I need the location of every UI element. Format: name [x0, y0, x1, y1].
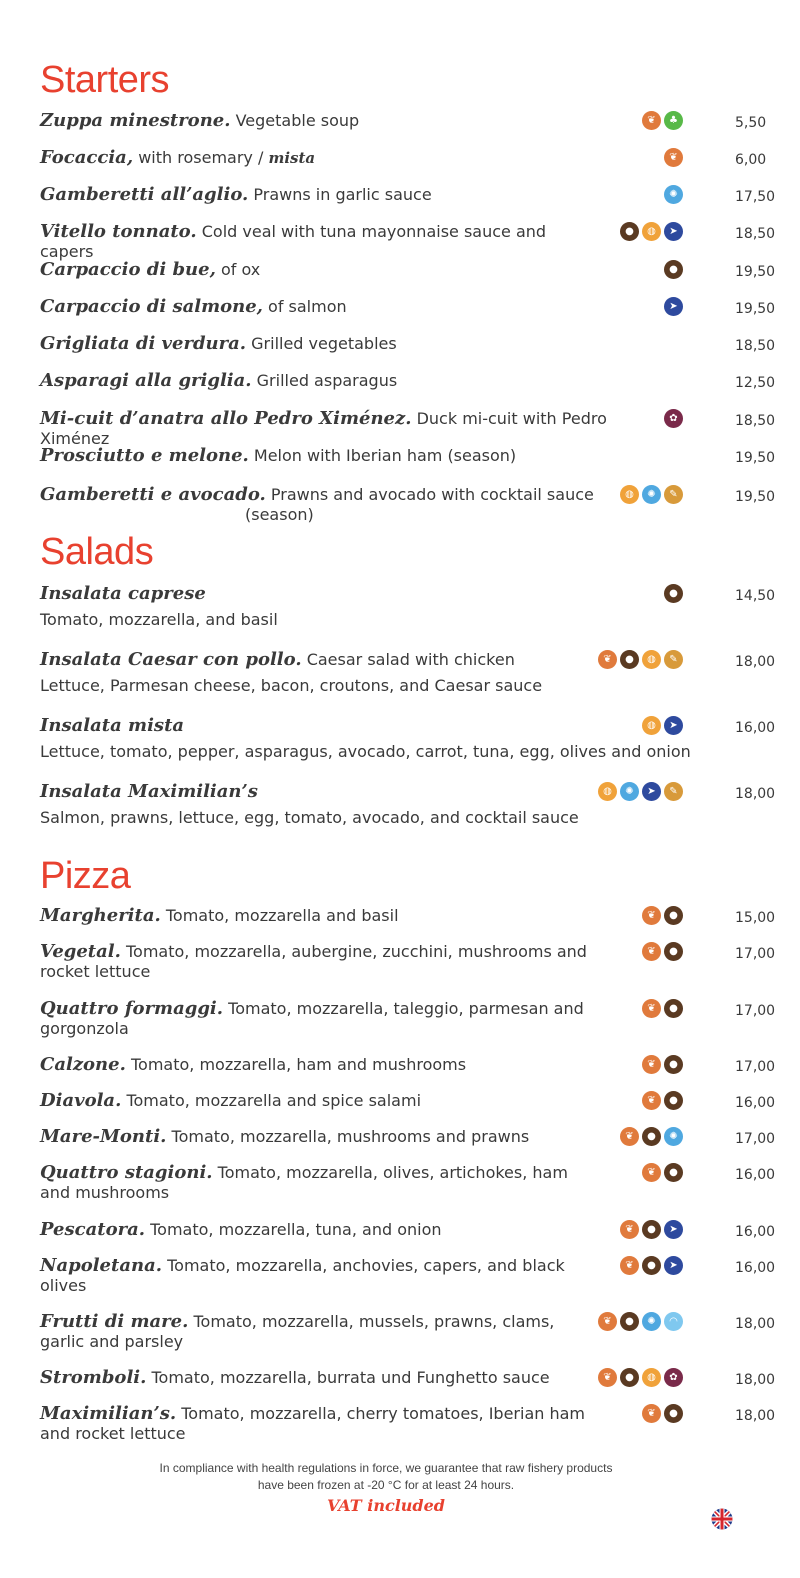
- item-name: Grigliata di verdura.: [40, 333, 247, 354]
- crustaceans-allergen-icon: ✺: [620, 782, 639, 801]
- allergen-icons: [642, 999, 683, 1018]
- gluten-allergen-icon: ❦: [642, 906, 661, 925]
- lactose-allergen-icon: ●: [664, 260, 683, 279]
- item-price: 18,00: [735, 1408, 776, 1424]
- item-name: Zuppa minestrone.: [40, 110, 231, 131]
- menu-item: [40, 1126, 776, 1147]
- allergen-icons: [642, 942, 683, 961]
- mustard-allergen-icon: ✎: [664, 650, 683, 669]
- section-title-pizza: Pizza: [40, 855, 131, 897]
- item-price: 18,50: [735, 338, 776, 354]
- allergen-icons: [642, 111, 683, 130]
- item-description: Tomato, mozzarella, aubergine, zucchini, mushrooms and rocket lettuce: [40, 942, 587, 981]
- allergen-icons: [598, 1312, 683, 1331]
- egg-allergen-icon: ◍: [642, 650, 661, 669]
- allergen-icons: [598, 782, 683, 801]
- lactose-allergen-icon: ●: [642, 1256, 661, 1275]
- mustard-allergen-icon: ✎: [664, 485, 683, 504]
- menu-item: [40, 221, 776, 262]
- allergen-icons: [620, 1256, 683, 1275]
- item-line: [40, 334, 600, 354]
- item-name: Insalata Caesar con pollo.: [40, 649, 302, 670]
- menu-item: [40, 147, 767, 168]
- item-description: Prawns in garlic sauce: [253, 185, 432, 204]
- menu-item: [40, 1162, 776, 1203]
- item-description: Caesar salad with chicken: [306, 650, 515, 669]
- lactose-allergen-icon: ●: [620, 1312, 639, 1331]
- allergen-icons: [642, 1055, 683, 1074]
- item-price: 19,50: [735, 450, 776, 466]
- item-description: Tomato, mozzarella, cherry tomatoes, Iberian ham and rocket lettuce: [40, 1404, 585, 1443]
- item-name: Margherita.: [40, 905, 161, 926]
- item-name: Napoletana.: [40, 1255, 162, 1276]
- gluten-allergen-icon: ❦: [598, 1312, 617, 1331]
- item-name: Asparagi alla griglia.: [40, 370, 252, 391]
- gluten-allergen-icon: ❦: [642, 1163, 661, 1182]
- item-price: 16,00: [735, 1260, 776, 1276]
- item-line: [40, 782, 680, 802]
- item-description: of salmon: [268, 297, 347, 316]
- allergen-icons: [620, 222, 683, 241]
- item-line: [40, 1127, 600, 1147]
- fish-allergen-icon: ➤: [664, 297, 683, 316]
- menu-item: [40, 649, 776, 696]
- item-line: [40, 584, 680, 604]
- item-ingredients: Lettuce, tomato, pepper, asparagus, avocado, carrot, tuna, egg, olives and onion: [40, 742, 691, 761]
- item-description: Tomato, mozzarella, taleggio, parmesan and gorgonzola: [40, 999, 584, 1038]
- item-price: 18,50: [735, 413, 776, 429]
- gluten-allergen-icon: ❦: [598, 650, 617, 669]
- item-description: Grilled asparagus: [256, 371, 398, 390]
- allergen-icons: [620, 485, 683, 504]
- crustaceans-allergen-icon: ✺: [642, 1312, 661, 1331]
- menu-item: [40, 1054, 776, 1075]
- fish-allergen-icon: ➤: [664, 1220, 683, 1239]
- lactose-allergen-icon: ●: [620, 1368, 639, 1387]
- item-price: 6,00: [735, 152, 767, 168]
- item-description: Prawns and avocado with cocktail sauce: [270, 485, 594, 504]
- item-name: Focaccia,: [40, 147, 134, 168]
- menu-item: [40, 110, 767, 131]
- item-name: Quattro stagioni.: [40, 1162, 213, 1183]
- item-line: [40, 650, 680, 670]
- item-price: 19,50: [735, 264, 776, 280]
- menu-item: [40, 1255, 776, 1296]
- item-description: of ox: [220, 260, 261, 279]
- crustaceans-allergen-icon: ✺: [642, 485, 661, 504]
- item-ingredients: Tomato, mozzarella, and basil: [40, 610, 278, 629]
- item-price: 18,50: [735, 226, 776, 242]
- item-description: Tomato, mozzarella, ham and mushrooms: [130, 1055, 467, 1074]
- allergen-icons: [664, 409, 683, 428]
- item-price: 15,00: [735, 910, 776, 926]
- item-name: Stromboli.: [40, 1367, 147, 1388]
- item-name: Insalata caprese: [40, 583, 206, 604]
- item-description: Duck mi-cuit with Pedro Ximénez: [40, 409, 607, 448]
- item-name: Carpaccio di salmone,: [40, 296, 263, 317]
- lactose-allergen-icon: ●: [664, 1404, 683, 1423]
- lactose-allergen-icon: ●: [664, 906, 683, 925]
- menu-item: [40, 715, 776, 762]
- item-line: [40, 906, 600, 926]
- item-line: [40, 1163, 600, 1203]
- mustard-allergen-icon: ✎: [664, 782, 683, 801]
- fish-allergen-icon: ➤: [664, 716, 683, 735]
- item-name: Carpaccio di bue,: [40, 259, 216, 280]
- item-price: 16,00: [735, 1095, 776, 1111]
- item-price: 17,50: [735, 189, 776, 205]
- egg-allergen-icon: ◍: [598, 782, 617, 801]
- menu-item: [40, 905, 776, 926]
- item-ingredients: Lettuce, Parmesan cheese, bacon, croutons, and Caesar sauce: [40, 676, 543, 695]
- item-price: 18,00: [735, 786, 776, 802]
- gluten-allergen-icon: ❦: [642, 942, 661, 961]
- lactose-allergen-icon: ●: [664, 999, 683, 1018]
- item-line: [40, 222, 600, 262]
- item-name: Vitello tonnato.: [40, 221, 197, 242]
- item-variant: mista: [268, 149, 316, 167]
- allergen-icons: [664, 260, 683, 279]
- item-name: Mare-Monti.: [40, 1126, 167, 1147]
- menu-item: [40, 1311, 776, 1352]
- fish-allergen-icon: ➤: [664, 222, 683, 241]
- item-line: [40, 260, 600, 280]
- item-description: Tomato, mozzarella and basil: [165, 906, 399, 925]
- menu-item: [40, 941, 776, 982]
- item-name: Diavola.: [40, 1090, 122, 1111]
- menu-item: [40, 445, 776, 466]
- menu-item: [40, 408, 776, 449]
- uk-flag-icon[interactable]: [711, 1508, 733, 1530]
- crustaceans-allergen-icon: ✺: [664, 185, 683, 204]
- item-line: [40, 999, 600, 1039]
- gluten-allergen-icon: ❦: [642, 111, 661, 130]
- item-line: [40, 148, 600, 168]
- health-notice-line-2: have been frozen at -20 °C for at least 24 hours.: [257, 1478, 515, 1492]
- menu-item: [40, 998, 776, 1039]
- lactose-allergen-icon: ●: [664, 584, 683, 603]
- gluten-allergen-icon: ❦: [642, 999, 661, 1018]
- item-description: Tomato, mozzarella and spice salami: [126, 1091, 422, 1110]
- lactose-allergen-icon: ●: [664, 942, 683, 961]
- gluten-allergen-icon: ❦: [620, 1220, 639, 1239]
- gluten-allergen-icon: ❦: [598, 1368, 617, 1387]
- item-name: Gamberetti e avocado.: [40, 484, 266, 505]
- menu-item: [40, 1367, 776, 1388]
- allergen-icons: [664, 185, 683, 204]
- allergen-icons: [642, 906, 683, 925]
- allergen-icons: [642, 1404, 683, 1423]
- lactose-allergen-icon: ●: [642, 1220, 661, 1239]
- item-price: 18,00: [735, 1316, 776, 1332]
- item-name: Insalata mista: [40, 715, 185, 736]
- item-line: [40, 1404, 600, 1444]
- item-name: Mi-cuit d’anatra allo Pedro Ximénez.: [40, 408, 412, 429]
- item-name: Calzone.: [40, 1054, 126, 1075]
- allergen-icons: [642, 1091, 683, 1110]
- item-price: 16,00: [735, 1224, 776, 1240]
- vat-notice: VAT included: [327, 1496, 445, 1515]
- egg-allergen-icon: ◍: [642, 1368, 661, 1387]
- item-price: 19,50: [735, 301, 776, 317]
- item-name: Frutti di mare.: [40, 1311, 189, 1332]
- item-price: 16,00: [735, 1167, 776, 1183]
- menu-item: [40, 484, 776, 525]
- menu-item: [40, 1403, 776, 1444]
- item-line: [40, 185, 600, 205]
- item-description: with rosemary /: [138, 148, 264, 167]
- vegetarian-allergen-icon: ♣: [664, 111, 683, 130]
- item-price: 16,00: [735, 720, 776, 736]
- allergen-icons: [664, 148, 683, 167]
- section-title-salads: Salads: [40, 531, 154, 573]
- menu-item: [40, 583, 776, 630]
- section-title-starters: Starters: [40, 59, 170, 101]
- egg-allergen-icon: ◍: [642, 716, 661, 735]
- item-price: 19,50: [735, 489, 776, 505]
- item-name: Vegetal.: [40, 941, 121, 962]
- lactose-allergen-icon: ●: [620, 222, 639, 241]
- item-price: 17,00: [735, 946, 776, 962]
- item-name: Maximilian’s.: [40, 1403, 177, 1424]
- item-description: Tomato, mozzarella, mushrooms and prawns: [171, 1127, 530, 1146]
- menu-item: [40, 370, 776, 391]
- item-price: 5,50: [735, 115, 767, 131]
- allergen-icons: [664, 584, 683, 603]
- gluten-allergen-icon: ❦: [642, 1091, 661, 1110]
- item-price: 18,00: [735, 1372, 776, 1388]
- menu-item: [40, 296, 776, 317]
- allergen-icons: [664, 297, 683, 316]
- item-line: [40, 1091, 600, 1111]
- item-line: [40, 1256, 600, 1296]
- item-line: [40, 716, 680, 736]
- egg-allergen-icon: ◍: [642, 222, 661, 241]
- item-name: Gamberetti all’aglio.: [40, 184, 249, 205]
- item-description: Tomato, mozzarella, olives, artichokes, ham and mushrooms: [40, 1163, 568, 1202]
- item-description: Cold veal with tuna mayonnaise sauce and capers: [40, 222, 547, 261]
- item-name: Insalata Maximilian’s: [40, 781, 258, 802]
- item-description-continued: (season): [245, 505, 314, 524]
- gluten-allergen-icon: ❦: [664, 148, 683, 167]
- menu-item: [40, 1219, 776, 1240]
- fish-allergen-icon: ➤: [664, 1256, 683, 1275]
- allergen-icons: [598, 1368, 683, 1387]
- item-ingredients: Salmon, prawns, lettuce, egg, tomato, avocado, and cocktail sauce: [40, 808, 579, 827]
- item-line: [40, 297, 600, 317]
- lactose-allergen-icon: ●: [620, 650, 639, 669]
- item-line: [40, 485, 600, 505]
- item-line: [40, 942, 600, 982]
- item-line: [40, 446, 600, 466]
- item-price: 14,50: [735, 588, 776, 604]
- item-description: Melon with Iberian ham (season): [253, 446, 517, 465]
- molluscs-allergen-icon: ◠: [664, 1312, 683, 1331]
- item-price: 17,00: [735, 1003, 776, 1019]
- item-description: Tomato, mozzarella, anchovies, capers, and black olives: [40, 1256, 565, 1295]
- allergen-icons: [642, 716, 683, 735]
- gluten-allergen-icon: ❦: [620, 1127, 639, 1146]
- sulphites-allergen-icon: ✿: [664, 1368, 683, 1387]
- item-line: [40, 111, 600, 131]
- item-line: [40, 1312, 600, 1352]
- item-description: Grilled vegetables: [251, 334, 397, 353]
- item-line: [40, 371, 600, 391]
- item-line: [40, 1055, 600, 1075]
- menu-item: [40, 1090, 776, 1111]
- gluten-allergen-icon: ❦: [620, 1256, 639, 1275]
- item-name: Prosciutto e melone.: [40, 445, 249, 466]
- lactose-allergen-icon: ●: [664, 1055, 683, 1074]
- allergen-icons: [620, 1220, 683, 1239]
- crustaceans-allergen-icon: ✺: [664, 1127, 683, 1146]
- item-name: Quattro formaggi.: [40, 998, 224, 1019]
- item-line: [40, 1220, 600, 1240]
- menu-item: [40, 184, 776, 205]
- allergen-icons: [620, 1127, 683, 1146]
- item-price: 18,00: [735, 654, 776, 670]
- allergen-icons: [642, 1163, 683, 1182]
- gluten-allergen-icon: ❦: [642, 1055, 661, 1074]
- item-price: 17,00: [735, 1059, 776, 1075]
- item-description: Tomato, mozzarella, tuna, and onion: [150, 1220, 442, 1239]
- item-line: [40, 1368, 600, 1388]
- item-description: Vegetable soup: [235, 111, 360, 130]
- menu-item: [40, 781, 776, 828]
- gluten-allergen-icon: ❦: [642, 1404, 661, 1423]
- fish-allergen-icon: ➤: [642, 782, 661, 801]
- lactose-allergen-icon: ●: [642, 1127, 661, 1146]
- lactose-allergen-icon: ●: [664, 1091, 683, 1110]
- menu-item: [40, 333, 776, 354]
- item-description: Tomato, mozzarella, mussels, prawns, clams, garlic and parsley: [40, 1312, 555, 1351]
- item-price: 17,00: [735, 1131, 776, 1147]
- egg-allergen-icon: ◍: [620, 485, 639, 504]
- item-description: Tomato, mozzarella, burrata und Funghetto sauce: [151, 1368, 550, 1387]
- health-notice-line-1: In compliance with health regulations in force, we guarantee that raw fishery products: [159, 1461, 613, 1475]
- sulphites-allergen-icon: ✿: [664, 409, 683, 428]
- allergen-icons: [598, 650, 683, 669]
- item-price: 12,50: [735, 375, 776, 391]
- menu-item: [40, 259, 776, 280]
- item-line: [40, 409, 680, 449]
- lactose-allergen-icon: ●: [664, 1163, 683, 1182]
- item-name: Pescatora.: [40, 1219, 145, 1240]
